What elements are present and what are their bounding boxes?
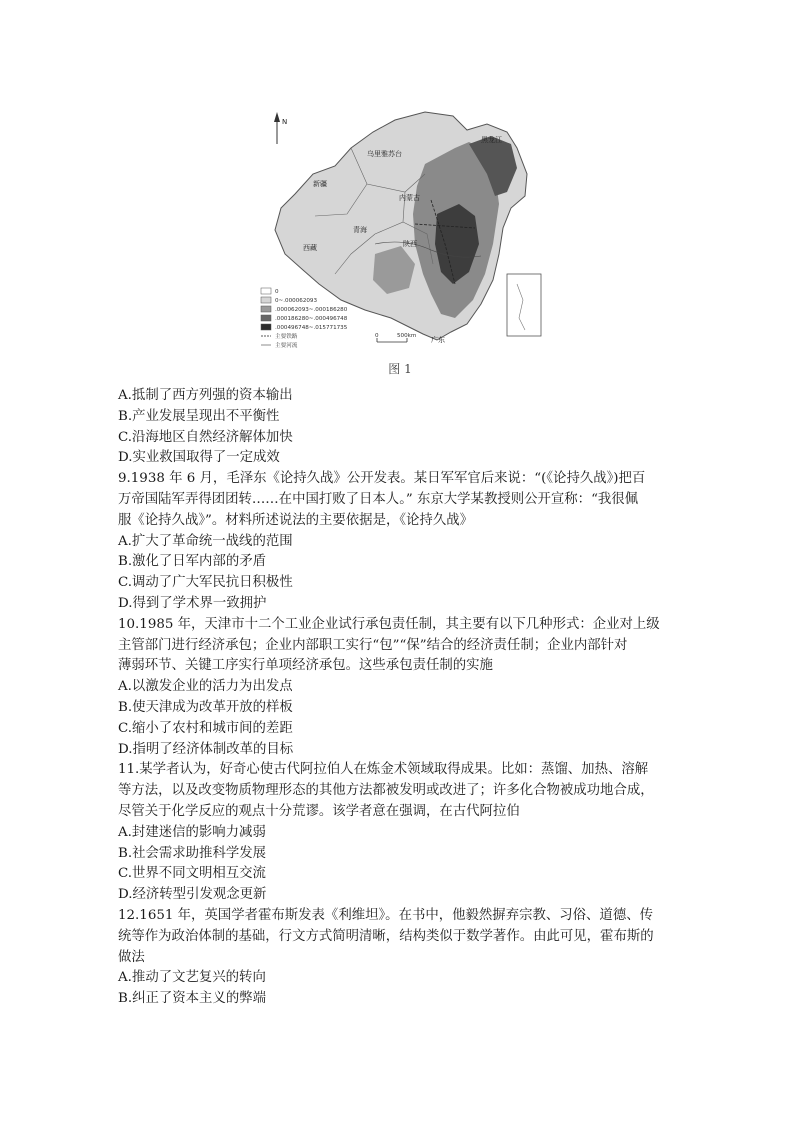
question-stem-line: 11.某学者认为，好奇心使古代阿拉伯人在炼金术领域取得成果。比如：蒸馏、加热、溶解 [118, 762, 649, 778]
legend-item: 主要河流 [275, 343, 298, 349]
option: C.缩小了农村和城市间的差距 [118, 720, 293, 736]
question-stem-line: 主管部门进行经济承包；企业内部职工实行“包”“保”结合的经济责任制；企业内部针对 [118, 637, 628, 653]
legend-item: .000186280~.000496748 [275, 316, 348, 322]
option: A.封建迷信的影响力减弱 [118, 824, 266, 840]
label-xinjiang: 新疆 [313, 180, 327, 188]
question-stem-line: 做法 [118, 949, 145, 965]
option: C.调动了广大军民抗日积极性 [118, 575, 293, 591]
option: A.以激发企业的活力为出发点 [118, 679, 293, 695]
label-guangdong: 广东 [431, 336, 445, 344]
option: A.推动了文艺复兴的转向 [118, 970, 266, 986]
north-arrow-icon [274, 112, 287, 144]
question-stem-line: 薄弱环节、关键工序实行单项经济承包。这些承包责任制的实施 [118, 658, 493, 674]
north-label: N [282, 118, 288, 126]
option: D.得到了学术界一致拥护 [118, 595, 267, 611]
option: A.扩大了革命统一战线的范围 [118, 533, 293, 549]
question-stem-line: 统等作为政治体制的基础，行文方式简明清晰，结构类似于数学著作。由此可见，霍布斯的 [118, 928, 654, 944]
question-stem-line: 12.1651 年，英国学者霍布斯发表《利维坦》。在书中，他毅然摒弃宗教、习俗、道德、传 [118, 907, 653, 923]
label-shaanxi: 陕西 [403, 240, 417, 248]
option: D.实业救国取得了一定成效 [118, 450, 280, 466]
legend-item: .000496748~.015771735 [275, 325, 348, 331]
label-heilongjiang: 黑龙江 [481, 136, 502, 144]
legend-item: 0~.000062093 [275, 298, 318, 304]
option: C.世界不同文明相互交流 [118, 866, 266, 882]
question-stem-line: 尽管关于化学反应的观点十分荒谬。该学者意在强调，在古代阿拉伯 [118, 803, 520, 819]
question-stem-line: 服《论持久战》”。材料所述说法的主要依据是，《论持久战》 [118, 512, 473, 528]
scale-zero: 0 [375, 333, 379, 339]
inset-box [507, 274, 541, 336]
option: A.抵制了西方列强的资本输出 [118, 388, 293, 403]
question-stem-line: 10.1985 年，天津市十二个工业企业试行承包责任制，其主要有以下几种形式：企业对上级 [118, 616, 660, 632]
question-stem-line: 等方法，以及改变物质物理形态的其他方法都被发明或改进了；许多化合物被成功地合成， [118, 783, 654, 799]
exam-text [118, 386, 683, 1010]
option: B.激化了日军内部的矛盾 [118, 554, 267, 570]
figure-map [255, 104, 545, 354]
option: B.产业发展呈现出不平衡性 [118, 408, 280, 424]
legend-item: 0 [275, 289, 279, 295]
question-stem-line: 9.1938 年 6 月，毛泽东《论持久战》公开发表。某日军军官后来说：“(《论持久战》)把百 [118, 471, 646, 487]
option: C.沿海地区自然经济解体加快 [118, 429, 293, 445]
scale-distance: 500km [397, 333, 417, 339]
scale-bar [375, 333, 416, 342]
figure-caption: 图 1 [388, 362, 412, 376]
option: B.社会需求助推科学发展 [118, 845, 267, 861]
question-stem-line: 万帝国陆军弄得团团转……在中国打败了日本人。” 东京大学某教授则公开宣称：“我很佩 [118, 491, 639, 507]
option: D.经济转型引发观念更新 [118, 887, 267, 903]
label-ulaanbaatar: 乌里雅苏台 [367, 150, 402, 158]
legend-item: .000062093~.000186280 [275, 307, 348, 313]
label-qinghai: 青海 [353, 226, 367, 234]
map-legend [261, 288, 348, 349]
china-map-graphic [255, 104, 545, 354]
label-neimenggu: 内蒙古 [399, 194, 420, 202]
legend-item: 主要铁路 [275, 334, 298, 340]
option: B.使天津成为改革开放的样板 [118, 699, 293, 715]
label-xizang: 西藏 [303, 244, 317, 252]
option: B.纠正了资本主义的弊端 [118, 991, 267, 1007]
option: D.指明了经济体制改革的目标 [118, 741, 294, 757]
